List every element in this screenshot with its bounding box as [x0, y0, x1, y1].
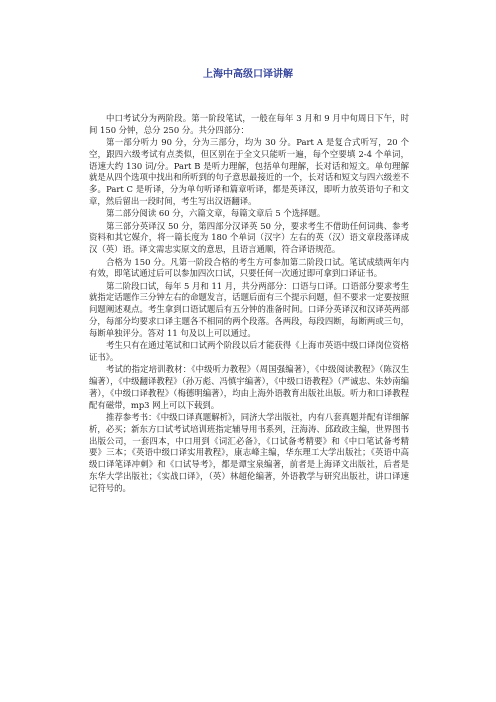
document-body — [89, 113, 409, 495]
paragraph-textbooks: 考试的指定培训教材：《中级听力教程》（周国强编著），《中级阅读教程》（陈汉生编著），《中级翻译教程》（孙万彪、冯慎宇编著），《中级口语教程》（严诚忠、朱妙南编著），《中级口译教程》（梅德明编著），均由上海外语教育出版社出版。听力和口译教程配有磁带，mp3 网上可以下载到。 — [89, 364, 409, 410]
paragraph-exam-overview: 中口考试分为两阶段。第一阶段笔试，一般在每年 3 月和 9 月中旬周日下午，时间 150 分钟，总分 250 分。共分四部分： — [89, 113, 409, 135]
paragraph-oral-exam: 第二阶段口试，每年 5 月和 11 月，共分两部分：口语与口译。口语部分要求考生就指定话题作三分钟左右的命题发言，话题后面有三个提示问题，但不要求一定要按照问题阐述观点。考生拿到口语试题后有五分钟的准备时间。口译分英译汉和汉译英两部分，每部分均要求口译主题各不相同的两个段落。各两段，每段四断，每断两或三句，每断单独评分。答对 11 句及以上可以通过。 — [89, 280, 410, 338]
paragraph-reference-books: 推荐参考书：《中级口译真题解析》，同济大学出版社，内有八套真题并配有详细解析，必买；新东方口试考试培训班指定辅导用书系列，汪海涛、邱政政主编，世界图书出版公司，一套四本，中口用到《词汇必备》，《口试备考精要》和《中口笔试备考精要》三本；《英语中级口译实用教程》，康志峰主编，华东理工大学出版社；《英语中高级口译笔译冲刺》和《口试导考》，都是谭宝泉编著，前者是上海译文出版社，后者是东华大学出版社；《实战口译》，（英）林超伦编著，外语教学与研究出版社，讲口译速记符号的。 — [89, 411, 409, 493]
paragraph-reading-section: 第二部分阅读 60 分，六篇文章，每篇文章后 5 个选择题。 — [106, 208, 326, 219]
paragraph-certificate: 考生只有在通过笔试和口试两个阶段以后才能获得《上海市英语中级口译岗位资格证书》。 — [89, 340, 409, 362]
document-title: 上海中高级口译讲解 — [203, 69, 293, 80]
paragraph-pass-score: 合格为 150 分。凡第一阶段合格的考生方可参加第二阶段口试。笔试成绩两年内有效，即笔试通过后可以参加四次口试，只要任何一次通过即可拿到口译证书。 — [89, 256, 409, 279]
paragraph-listening-section: 第一部分听力 90 分，分为三部分，均为 30 分。Part A 是复合式听写，20 个空，跟四六级考试有点类似，但区别在于全文只能听一遍，每个空要填 2-4 个单词，语速大约 130 词/分。Part B 是听力理解，包括单句理解，长对话和短文。单句理解就是从四个选项中找出和所听到的句子意思最接近的一个，长对话和短文与四六级差不多。Part C 是听译，分为单句听译和篇章听译，都是英译汉，即听力放英语句子和文章，然后留出一段时间，考生写出汉语翻译。 — [89, 137, 409, 207]
paragraph-translation-section: 第三部分英译汉 50 分，第四部分汉译英 50 分，要求考生不借助任何词典、参考资料和其它媒介，将一篇长度为 180 个单词（汉字）左右的英（汉）语文章段落译成汉（英）语。译文需忠实原文的意思，且语言通顺，符合译语规范。 — [89, 220, 409, 255]
